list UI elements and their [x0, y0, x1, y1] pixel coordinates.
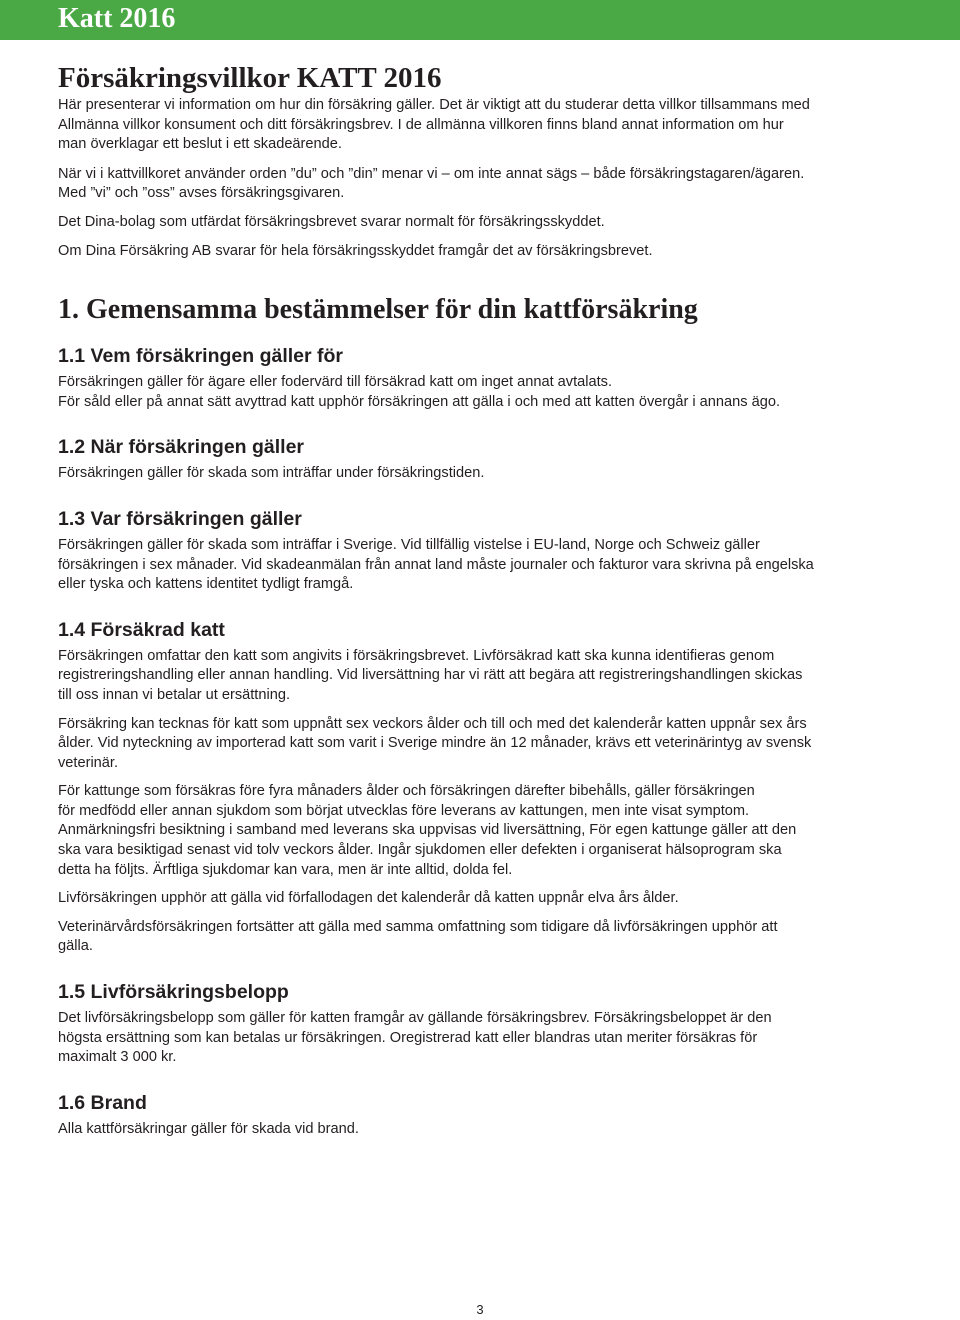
subsection-text	[58, 373, 908, 412]
subsection-text	[58, 1009, 908, 1068]
intro-paragraph	[58, 213, 908, 233]
text-line: försäkringen i sex månader. Vid skadeanmälan från annat land måste journaler och fakturor vara skrivna på engelska	[58, 556, 814, 573]
subsection-title: 1.5 Livförsäkringsbelopp	[58, 981, 289, 1004]
text-line: Här presenterar vi information om hur din försäkring gäller. Det är viktigt att du studerar detta villkor tillsammans med	[58, 97, 810, 113]
text-line: för medfödd eller annan sjukdom som börjat utvecklas före leverans av kattungen, men inte visat symptom.	[58, 802, 750, 819]
subsection-text	[58, 1120, 908, 1140]
document-body	[58, 60, 908, 1139]
subsection-text	[58, 464, 908, 484]
subsection-text	[58, 715, 908, 774]
text-line: Försäkringen gäller för ägare eller fodervärd till försäkrad katt om inget annat avtalats.	[58, 374, 613, 391]
subsection-title: 1.3 Var försäkringen gäller	[58, 507, 302, 530]
subsection-title: 1.1 Vem försäkringen gäller för	[58, 345, 344, 368]
text-line: Allmänna villkor konsument och ditt försäkringsbrev. I de allmänna villkoren finns bland annat information om hur	[58, 116, 784, 133]
subsection-text	[58, 647, 908, 706]
subsection-text	[58, 889, 908, 909]
text-line: Försäkringen gäller för skada som inträffar i Sverige. Vid tillfällig vistelse i EU-land, Norge och Schweiz gäller	[58, 536, 760, 553]
text-line: maximalt 3 000 kr.	[58, 1049, 177, 1066]
document-title: Försäkringsvillkor KATT 2016	[58, 62, 442, 94]
header-title: Katt 2016	[58, 3, 176, 34]
text-line: Alla kattförsäkringar gäller för skada vid brand.	[58, 1120, 359, 1137]
text-line: registreringshandling eller annan handling. Vid liversättning har vi rätt att begära att registreringshandlingen skickas	[58, 667, 803, 684]
text-line: När vi i kattvillkoret använder orden ”du” och ”din” menar vi – om inte annat sägs – både försäkringstagaren/ägaren.	[58, 165, 805, 182]
subsection-title: 1.6 Brand	[58, 1091, 147, 1114]
text-line: Med ”vi” och ”oss” avses försäkringsgivaren.	[58, 185, 345, 202]
text-line: till oss innan vi betalar ut ersättning.	[58, 686, 291, 703]
text-line: eller tyska och kattens identitet tydligt framgå.	[58, 576, 354, 593]
text-line: högsta ersättning som kan betalas ur försäkringen. Oregistrerad katt eller blandras utan meriter försäkras för	[58, 1029, 758, 1046]
text-line: Det Dina-bolag som utfärdat försäkringsbrevet svarar normalt för försäkringsskyddet.	[58, 213, 605, 230]
text-line: Veterinärvårdsförsäkringen fortsätter att gälla med samma omfattning som tidigare då livförsäkringen upphör att	[58, 918, 778, 935]
text-line: Det livförsäkringsbelopp som gäller för katten framgår av gällande försäkringsbrev. Försäkringsbeloppet är den	[58, 1010, 772, 1027]
section-title: 1. Gemensamma bestämmelser för din kattförsäkring	[58, 294, 698, 326]
subsection-title: 1.2 När försäkringen gäller	[58, 436, 305, 459]
intro-paragraph	[58, 242, 908, 262]
intro-paragraph	[58, 165, 908, 204]
subsection-title: 1.4 Försäkrad katt	[58, 618, 225, 641]
text-line: Försäkringen omfattar den katt som angivits i försäkringsbrevet. Livförsäkrad katt ska kunna identifieras genom	[58, 647, 775, 664]
text-line: ska vara besiktigad senast vid tolv veckors ålder. Ingår sjukdomen eller defekten i organiserat hälsoprogram ska	[58, 842, 782, 859]
text-line: Försäkring kan tecknas för katt som uppnått sex veckors ålder och till och med det kalenderår katten uppnår sex års	[58, 715, 807, 732]
text-line: Om Dina Försäkring AB svarar för hela försäkringsskyddet framgår det av försäkringsbrevet.	[58, 242, 653, 259]
page-number: 3	[476, 1302, 484, 1317]
subsection-text	[58, 536, 908, 595]
text-line: Livförsäkringen upphör att gälla vid förfallodagen det kalenderår då katten uppnår elva års ålder.	[58, 890, 679, 907]
text-line: Anmärkningsfri besiktning i samband med leverans ska uppvisas vid liversättning, För egen kattunge gäller att den	[58, 822, 797, 839]
text-line: gälla.	[58, 938, 93, 955]
text-line: man överklagar ett beslut i ett skadeärende.	[58, 136, 342, 153]
text-line: Försäkringen gäller för skada som inträffar under försäkringstiden.	[58, 465, 485, 482]
text-line: För såld eller på annat sätt avyttrad katt upphör försäkringen att gälla i och med att katten övergår i annans ägo.	[58, 393, 780, 410]
text-line: veterinär.	[58, 754, 119, 771]
text-line: För kattunge som försäkras före fyra månaders ålder och försäkringen därefter bibehålls, gäller försäkringen	[58, 783, 755, 800]
subsection-text	[58, 782, 908, 880]
text-line: detta ha följts. Ärftliga sjukdomar kan vara, men är inte alltid, dolda fel.	[58, 861, 513, 878]
intro-paragraph	[58, 96, 908, 155]
text-line: ålder. Vid nyteckning av importerad katt som varit i Sverige mindre än 12 månader, krävs ett veterinärintyg av svensk	[58, 735, 812, 752]
subsection-text	[58, 918, 908, 957]
